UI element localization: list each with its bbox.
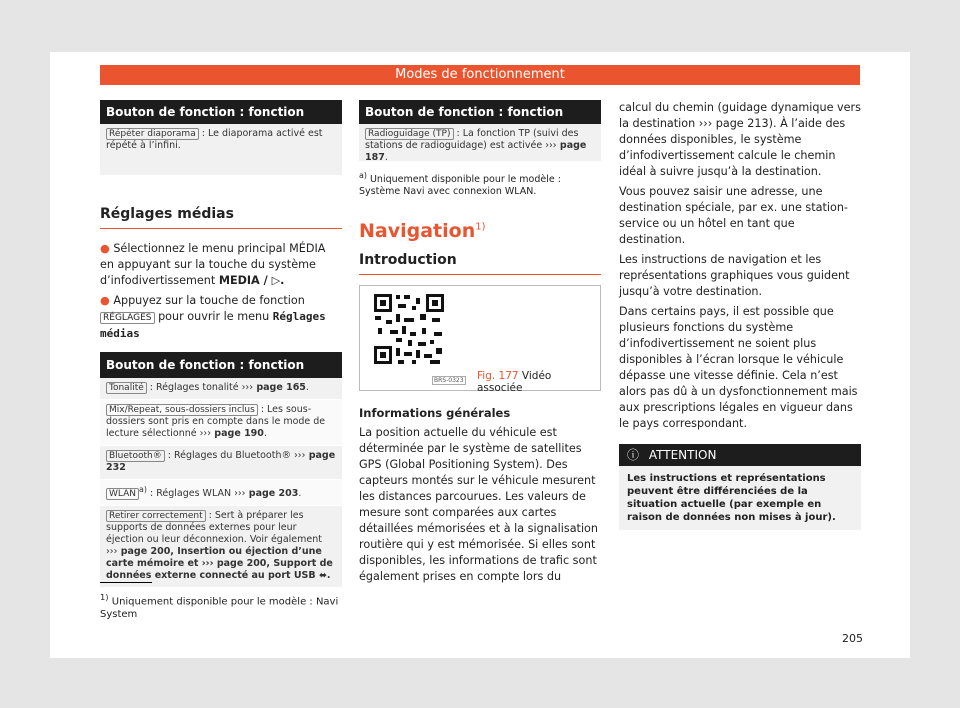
function-key: Radioguidage (TP) [365, 128, 454, 140]
row-text: : Réglages du Bluetooth® ››› [164, 450, 306, 461]
footnote-mark: a) [359, 171, 367, 180]
figure-caption [477, 370, 600, 394]
footnote-text: Uniquement disponible pour le modèle : Système Navi avec connexion WLAN. [359, 174, 561, 198]
paragraph: calcul du chemin (guidage dynamique vers la destination ››› page 213). À l’aide des données disponibles, le système d’infodivertissement calcule le chemin idéal à suivre jusqu’à la destination. [619, 101, 861, 178]
column-1 [100, 100, 342, 588]
qr-code[interactable] [372, 292, 446, 382]
function-key: Répéter diaporama [106, 128, 199, 140]
attention-title: ATTENTION [648, 448, 717, 462]
step-1 [100, 241, 342, 289]
figure-box [359, 285, 601, 395]
page-header: Modes de fonctionnement [100, 65, 860, 85]
warning-icon: ⓘ [627, 448, 640, 462]
row-text: : La fonction TP (suivi des stations de radioguidage) est activée ››› [365, 128, 579, 151]
paragraph: Dans certains pays, il est possible que plusieurs fonctions du système d’infodivertissement ne soient plus disponibles à l’écran lorsque le véhicule dépasse une vitesse définie. Cela n’est alors pas dû à un dysfonctionnement mais aux prescriptions légales en vigueur dans le pays correspondant. [619, 305, 858, 430]
chapter-title [359, 220, 601, 242]
menu-name: Réglages médias [100, 310, 326, 340]
step-2 [100, 293, 342, 342]
function-key: Retirer correctement [106, 510, 206, 522]
section-title: Réglages médias [100, 206, 342, 229]
table-row: Radioguidage (TP) : La fonction TP (suivi des stations de radioguidage) est activée ››› page 187. [359, 124, 601, 162]
page-number: 205 [842, 632, 863, 645]
function-key: WLAN [106, 488, 139, 500]
table-footnote [359, 170, 601, 198]
page-footnote [100, 591, 340, 621]
function-key: Mix/Repeat, sous-dossiers inclus [106, 404, 258, 416]
function-key: RÉGLAGES [100, 312, 155, 324]
row-text: : Sert à préparer les supports de données externes pour leur éjection ou leur déconnexion. Voir également ››› [106, 510, 322, 558]
chapter-title-text: Navigation [359, 220, 476, 243]
figure-number: Fig. 177 [477, 370, 519, 383]
column-2 [359, 100, 601, 585]
figure-code: BRS-0323 [434, 377, 464, 385]
paragraph: Vous pouvez saisir une adresse, une destination spéciale, par ex. une station-service ou un hôtel en tant que destination. [619, 185, 848, 246]
paragraph: Les instructions de navigation et les représentations graphiques vous guident jusqu’à votre destination. [619, 253, 850, 298]
page-ref: page 165 [253, 382, 306, 393]
subsection-title: Informations générales [359, 406, 511, 421]
step-2-text-b: pour ouvrir le menu [154, 310, 273, 323]
attention-header [619, 444, 861, 466]
table-row [100, 124, 342, 176]
row-text: : Réglages tonalité ››› [146, 382, 254, 393]
table-header: Bouton de fonction : fonction [100, 100, 342, 124]
figure-caption-text: Vidéo associée [477, 370, 552, 395]
page-ref: page 200, Insertion ou éjection d’une carte mémoire et ››› page 200, Support de données externe connecté au port USB ⬌. [106, 546, 333, 582]
footnote-mark: a) [139, 485, 147, 494]
table-header: Bouton de fonction : fonction [359, 100, 601, 124]
table-header: Bouton de fonction : fonction [100, 352, 342, 378]
footnote-divider [100, 582, 152, 583]
page-ref: page 190 [211, 428, 264, 439]
table-row: WLAN $^{a)}$ : Réglages WLAN ››› page 203. [100, 480, 342, 506]
section-title: Introduction [359, 252, 601, 275]
step-1-text: Sélectionnez le menu principal MÉDIA en appuyant sur la touche du système d’infodivertissement [100, 242, 326, 287]
media-play-icon: MEDIA / ▷. [218, 274, 285, 287]
footnote-mark: 1) [475, 221, 486, 233]
bullet-icon: ● [100, 294, 110, 307]
function-key: Bluetooth® [106, 450, 165, 462]
table-row [100, 506, 342, 588]
page-ref: page 187 [365, 140, 587, 163]
page-ref: page 232 [106, 450, 336, 473]
row-text: : Les sous-dossiers sont pris en compte dans le mode de lecture sélectionné ››› [106, 404, 326, 439]
column-3 [619, 100, 861, 530]
step-2-text: Appuyez sur la touche de fonction [113, 294, 305, 307]
footnote-mark: 1) [100, 592, 109, 602]
table-row: Mix/Repeat, sous-dossiers inclus : Les sous-dossiers sont pris en compte dans le mode de lecture sélectionné ››› page 190. [100, 400, 342, 446]
table-row: Tonalité : Réglages tonalité ››› page 165. [100, 378, 342, 400]
footnote-text: Uniquement disponible pour le modèle : Navi System [100, 596, 339, 621]
attention-text: Les instructions et représentations peuvent être différenciées de la situation actuelle (par exemple en raison de données non mises à jour). [619, 466, 861, 530]
page-ref: page 203 [245, 488, 299, 500]
function-key: Tonalité [106, 382, 147, 394]
paragraph: La position actuelle du véhicule est déterminée par le système de satellites GPS (Global Positioning System). Des capteurs montés sur le véhicule mesurent les distances parcourues. Les valeurs de mesure sont comparées aux cartes détaillées mémorisées et à la signalisation routière qui y est mémorisée. Si elles sont disponibles, les informations de trafic sont également prises en compte lors du [359, 426, 598, 584]
bullet-icon: ● [100, 242, 110, 255]
table-row [100, 446, 342, 480]
row-text: : Réglages WLAN ››› [146, 488, 246, 500]
row-text: : Le diaporama activé est répété à l’infini. [106, 128, 323, 151]
